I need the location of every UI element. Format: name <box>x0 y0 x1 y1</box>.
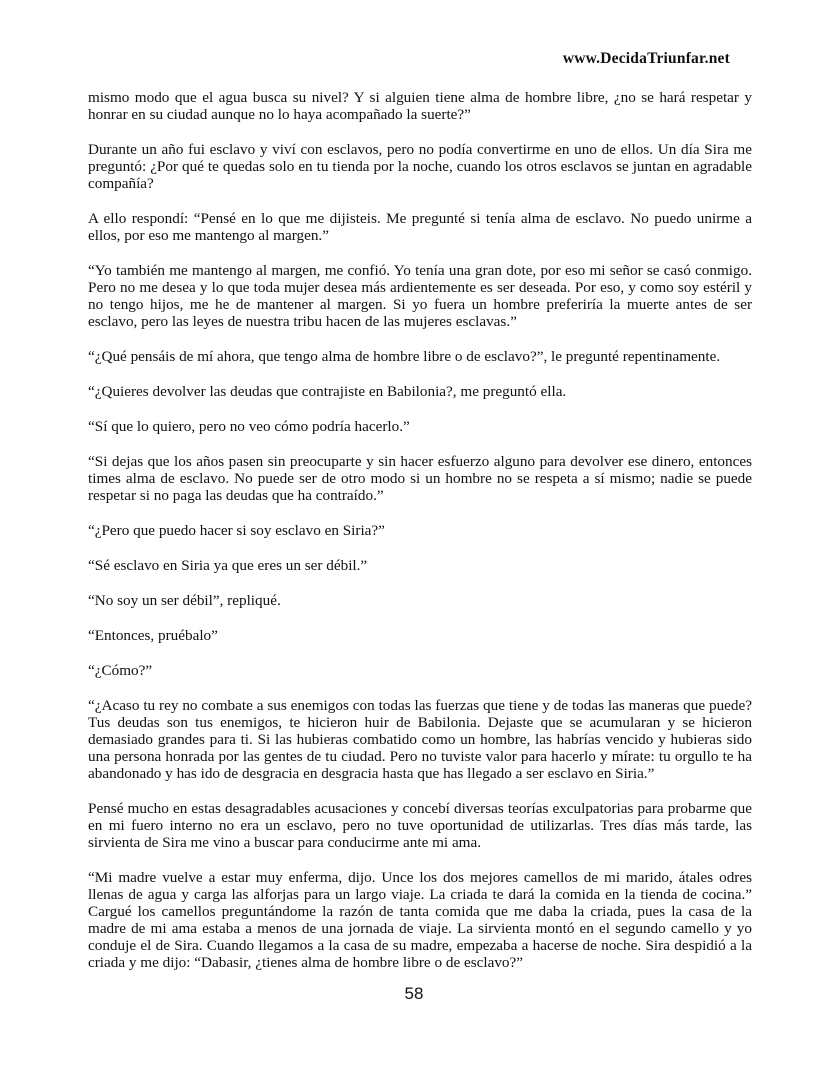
paragraph: Pensé mucho en estas desagradables acusaciones y concebí diversas teorías exculpatorias para probarme que en mi fuero interno no era un esclavo, pero no tuve oportunidad de utilizarlas. Tres días más tarde, las sirvienta de Sira me vino a buscar para conducirme ante mi ama. <box>88 800 752 851</box>
paragraph: “Entonces, pruébalo” <box>88 627 218 644</box>
paragraph: “No soy un ser débil”, repliqué. <box>88 592 281 609</box>
website-header: www.DecidaTriunfar.net <box>562 50 730 67</box>
paragraph: A ello respondí: “Pensé en lo que me dijisteis. Me pregunté si tenía alma de esclavo. No puedo unirme a ellos, por eso me mantengo al margen.” <box>88 210 752 244</box>
paragraph: “¿Acaso tu rey no combate a sus enemigos con todas las fuerzas que tiene y de todas las maneras que puede? Tus deudas son tus enemigos, te hicieron huir de Babilonia. Dejaste que se acumularan y se hicieron demasiado grandes para ti. Si las hubieras combatido como un hombre, las habrías vencido y hubieras sido una persona honrada por las gentes de tu ciudad. Pero no tuviste valor para hacerlo y mírate: tu orgullo te ha abandonado y has ido de desgracia en desgracia hasta que has llegado a ser esclavo en Siria.” <box>88 697 752 782</box>
paragraph: Durante un año fui esclavo y viví con esclavos, pero no podía convertirme en uno de ellos. Un día Sira me preguntó: ¿Por qué te quedas solo en tu tienda por la noche, cuando los otros esclavos se juntan en agradable compañía? <box>88 141 752 192</box>
paragraph: “¿Qué pensáis de mí ahora, que tengo alma de hombre libre o de esclavo?”, le pregunté repentinamente. <box>88 348 721 365</box>
paragraph: “Si dejas que los años pasen sin preocuparte y sin hacer esfuerzo alguno para devolver ese dinero, entonces times alma de esclavo. No puede ser de otro modo si un hombre no se respeta a sí mismo; nadie se puede respetar si no paga las deudas que ha contraído.” <box>88 453 752 504</box>
paragraph: “Mi madre vuelve a estar muy enferma, dijo. Unce los dos mejores camellos de mi marido, átales odres llenas de agua y carga las alforjas para un largo viaje. La criada te dará la comida en la tienda de cocina.” Cargué los camellos preguntándome la razón de tanta comida que me daba la criada, pues la casa de la madre de mi ama estaba a menos de una jornada de viaje. La sirvienta montó en el segundo camello y yo conduje el de Sira. Cuando llegamos a la casa de su madre, empezaba a hacerse de noche. Sira despidió a la criada y me dijo: “Dabasir, ¿tienes alma de hombre libre o de esclavo?” <box>88 869 752 971</box>
paragraph: “Sí que lo quiero, pero no veo cómo podría hacerlo.” <box>88 418 410 435</box>
paragraph: “Yo también me mantengo al margen, me confió. Yo tenía una gran dote, por eso mi señor se casó conmigo. Pero no me desea y lo que toda mujer desea más ardientemente es ser deseada. Por eso, y como soy estéril y no tengo hijos, me he de mantener al margen. Si yo fuera un hombre preferiría la muerte antes de ser esclavo, pero las leyes de nuestra tribu hacen de las mujeres esclavas.” <box>88 262 752 330</box>
paragraph: “¿Pero que puedo hacer si soy esclavo en Siria?” <box>88 522 385 539</box>
paragraph: “¿Quieres devolver las deudas que contrajiste en Babilonia?, me preguntó ella. <box>88 383 567 400</box>
paragraph: “Sé esclavo en Siria ya que eres un ser débil.” <box>88 557 368 574</box>
paragraph: mismo modo que el agua busca su nivel? Y si alguien tiene alma de hombre libre, ¿no se hará respetar y honrar en su ciudad aunque no lo haya acompañado la suerte?” <box>88 89 752 123</box>
page-number: 58 <box>404 984 424 1003</box>
paragraph: “¿Cómo?” <box>88 662 153 679</box>
body-text <box>88 89 752 989</box>
